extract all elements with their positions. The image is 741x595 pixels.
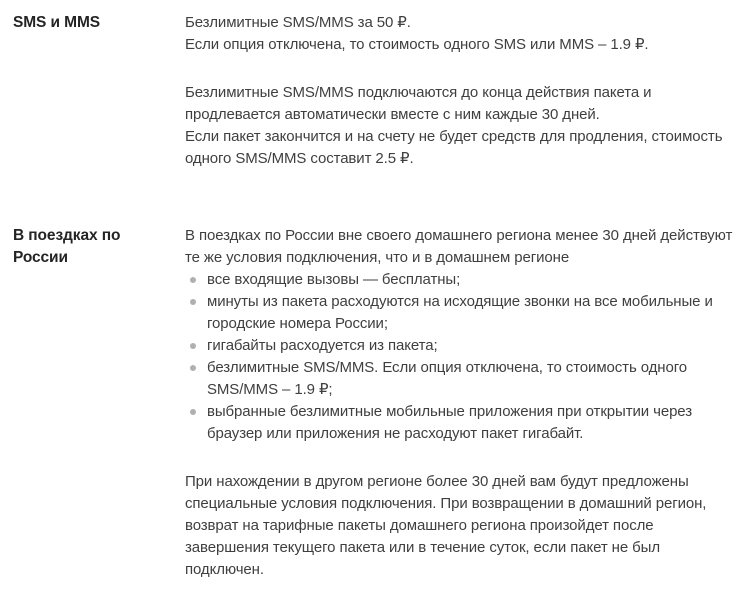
bullet-list-item (185, 291, 735, 335)
bullet-dot-icon (190, 277, 196, 283)
bullet-item-text: гигабайты расходуется из пакета; (207, 337, 438, 354)
paragraph (185, 82, 735, 170)
bullet-item-text: выбранные безлимитные мобильные приложения при открытии через браузер или приложения не расходуют пакет гигабайт. (207, 403, 692, 442)
section-label: В поездках по России (13, 227, 121, 266)
section-content (185, 225, 735, 581)
text-line: Безлимитные SMS/MMS подключаются до конца действия пакета и продлевается автоматически вместе с ним каждые 30 дней. (185, 84, 652, 123)
bullet-list-item (185, 335, 735, 357)
bullet-dot-icon (190, 409, 196, 415)
text-line: Если опция отключена, то стоимость одного SMS или MMS – 1.9 ₽. (185, 36, 649, 53)
tariff-section (13, 12, 735, 170)
section-label: SMS и MMS (13, 14, 100, 31)
bullet-dot-icon (190, 299, 196, 305)
text-line: В поездках по России вне своего домашнего региона менее 30 дней действуют те же условия подключения, что и в домашнем регионе (185, 227, 733, 266)
text-line: При нахождении в другом регионе более 30 дней вам будут предложены специальные условия подключения. При возвращении в домашний регион, возврат на тарифные пакеты домашнего региона произойдет после завершения текущего пакета или в течение суток, если пакет не был подключен. (185, 473, 707, 578)
paragraph (185, 12, 735, 56)
section-content (185, 12, 735, 170)
tariff-section (13, 225, 735, 581)
bullet-dot-icon (190, 343, 196, 349)
text-line: Если пакет закончится и на счету не будет средств для продления, стоимость одного SMS/MMS составит 2.5 ₽. (185, 128, 723, 167)
bullet-list-item (185, 401, 735, 445)
paragraph (185, 471, 735, 581)
bullet-dot-icon (190, 365, 196, 371)
bullet-item-text: минуты из пакета расходуются на исходящие звонки на все мобильные и городские номера России; (207, 293, 713, 332)
bullet-item-text: все входящие вызовы — бесплатны; (207, 271, 461, 288)
bullet-list-item (185, 269, 735, 291)
bullet-item-text: безлимитные SMS/MMS. Если опция отключена, то стоимость одного SMS/MMS – 1.9 ₽; (207, 359, 687, 398)
bullet-list-item (185, 357, 735, 401)
paragraph (185, 225, 735, 269)
text-line: Безлимитные SMS/MMS за 50 ₽. (185, 14, 411, 31)
bullet-list (185, 269, 735, 445)
